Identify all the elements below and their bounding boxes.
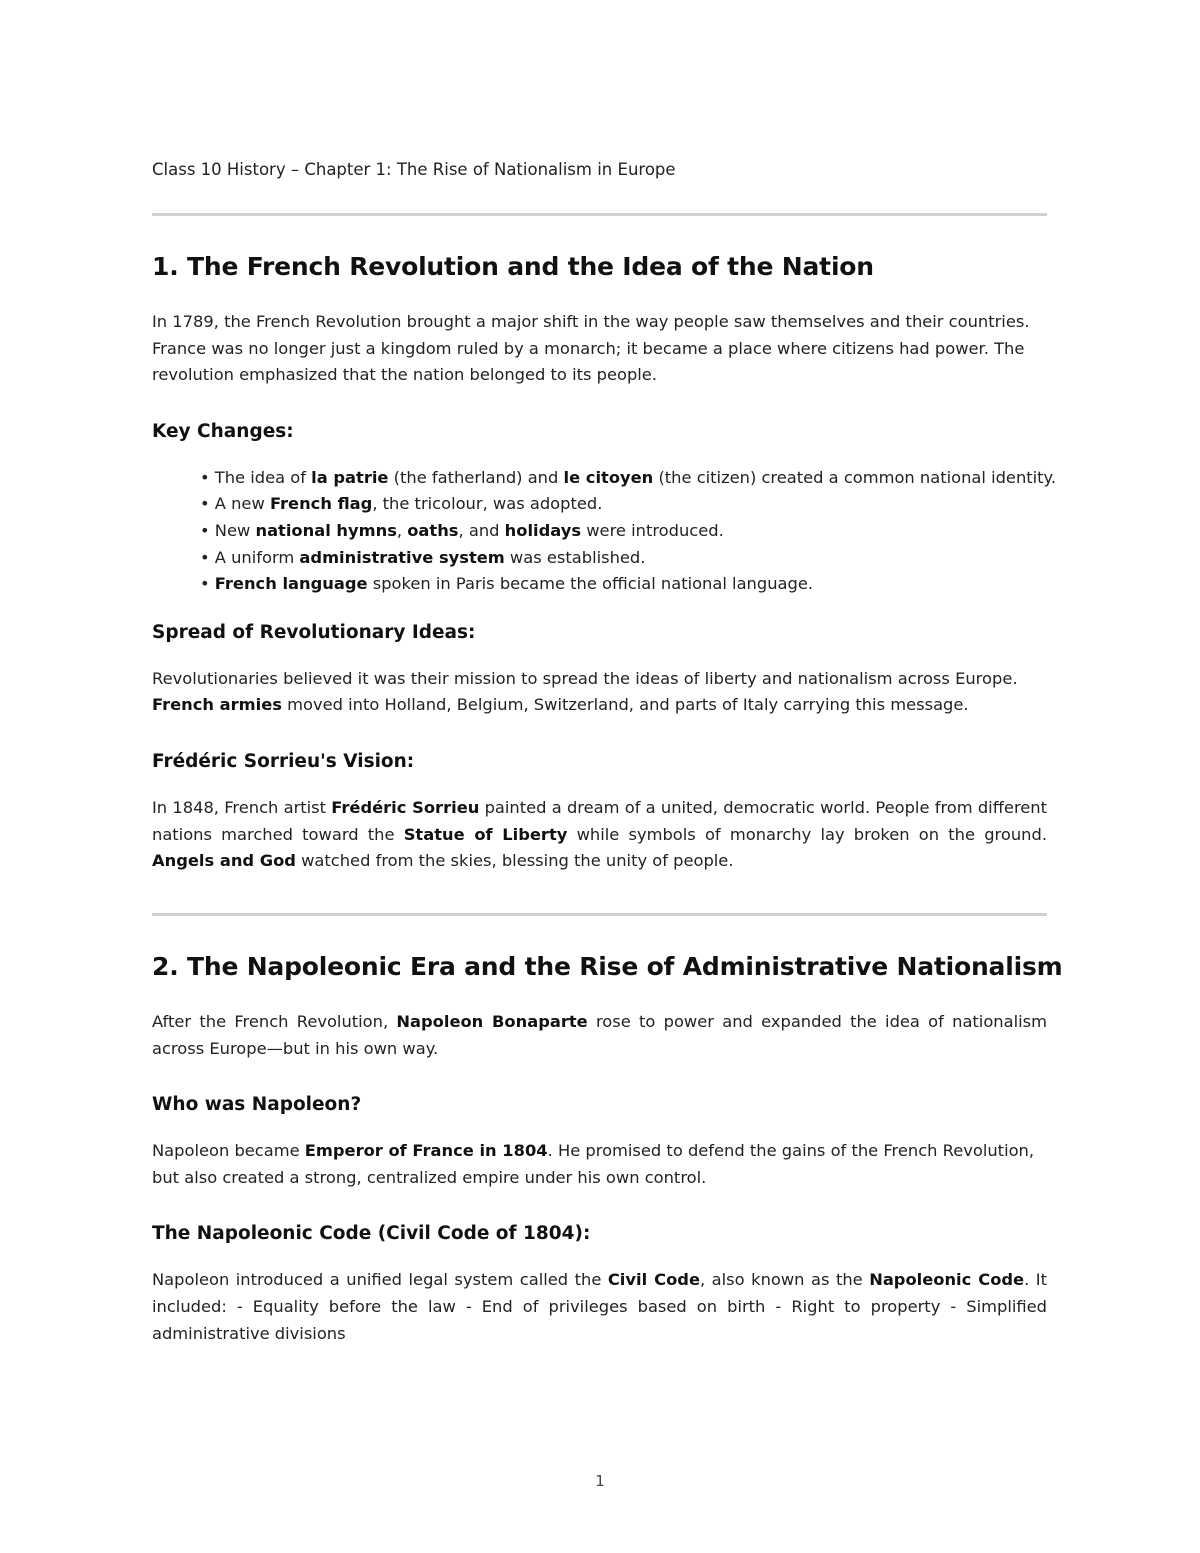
divider [152, 913, 1047, 916]
who-heading: Who was Napoleon? [152, 1094, 362, 1116]
section-intro: After the French Revolution, Napoleon Bonaparte rose to power and expanded the idea of nationalism across Europe—but in his own way. [152, 1012, 1047, 1058]
spread-heading: Spread of Revolutionary Ideas: [152, 621, 476, 643]
spread-paragraph: Revolutionaries believed it was their mission to spread the ideas of liberty and nationalism across Europe. French armies moved into Holland, Belgium, Switzerland, and parts of Italy carrying this message. [152, 668, 1018, 715]
list-item: • A uniform administrative system was established. [200, 547, 646, 567]
list-item: • The idea of la patrie (the fatherland) and le citoyen (the citizen) created a common national identity. [200, 467, 1057, 487]
divider [152, 213, 1047, 216]
section-intro: In 1789, the French Revolution brought a major shift in the way people saw themselves and their countries. France was no longer just a kingdom ruled by a monarch; it became a place where citizens had power. The revolution emphasized that the nation belonged to its people. [152, 312, 1030, 385]
section-heading: 1. The French Revolution and the Idea of the Nation [152, 252, 874, 281]
key-changes-heading: Key Changes: [152, 420, 294, 442]
key-changes-list [152, 465, 1057, 598]
list-item: • French language spoken in Paris became the official national language. [200, 574, 814, 594]
document-title: Class 10 History – Chapter 1: The Rise of Nationalism in Europe [152, 160, 676, 179]
section-french-revolution [152, 250, 1057, 875]
code-heading: The Napoleonic Code (Civil Code of 1804): [152, 1223, 591, 1245]
section-heading: 2. The Napoleonic Era and the Rise of Administrative Nationalism [152, 952, 1063, 981]
page-number: 1 [595, 1472, 605, 1490]
who-paragraph: Napoleon became Emperor of France in 1804. He promised to defend the gains of the French Revolution, but also created a strong, centralized empire under his own control. [152, 1141, 1035, 1187]
sorrieu-paragraph: In 1848, French artist Frédéric Sorrieu painted a dream of a united, democratic world. People from different nations marched toward the Statue of Liberty while symbols of monarchy lay broken on the ground. Angels and God watched from the skies, blessing the unity of people. [152, 797, 1048, 871]
list-item: • New national hymns, oaths, and holidays were introduced. [200, 520, 724, 540]
sorrieu-heading: Frédéric Sorrieu's Vision: [152, 750, 415, 772]
section-napoleonic-era [152, 950, 1063, 1347]
code-paragraph: Napoleon introduced a unified legal system called the Civil Code, also known as the Napoleonic Code. It included: - Equality before the law - End of privileges based on birth - Right to property - Simplified administrative divisions [152, 1270, 1047, 1343]
list-item: • A new French flag, the tricolour, was adopted. [200, 494, 603, 514]
